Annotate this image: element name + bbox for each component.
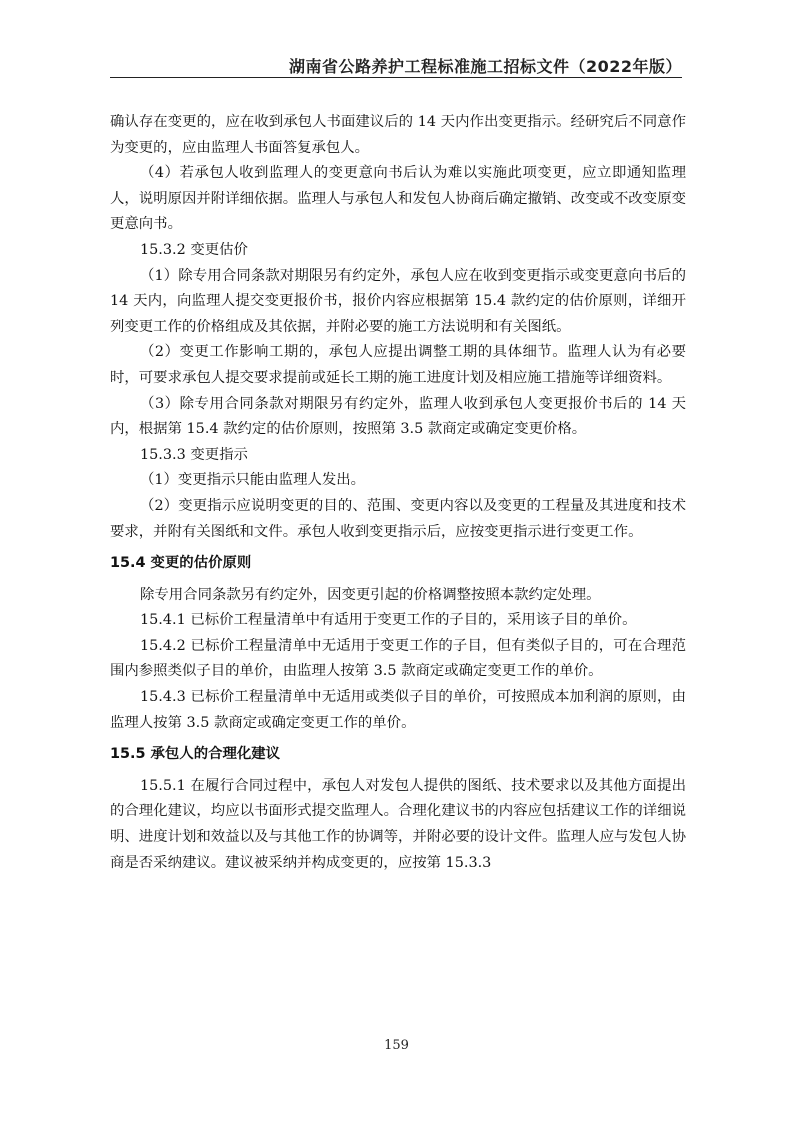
paragraph-continued: 确认存在变更的，应在收到承包人书面建议后的 14 天内作出变更指示。经研究后不同意作为变更的，应由监理人书面答复承包人。 bbox=[110, 114, 686, 156]
header-rule bbox=[110, 77, 682, 78]
paragraph-15-3-2-item-3: （3）除专用合同条款对期限另有约定外，监理人收到承包人变更报价书后的 14 天内，根据第 15.4 款约定的估价原则，按照第 3.5 款商定或确定变更价格。 bbox=[110, 395, 686, 438]
section-heading-15-4: 15.4 变更的估价原则 bbox=[110, 555, 252, 572]
paragraph-15-4-intro: 除专用合同条款另有约定外，因变更引起的价格调整按照本款约定处理。 bbox=[140, 586, 601, 603]
paragraph-15-3-3-item-1: （1）变更指示只能由监理人发出。 bbox=[140, 472, 366, 489]
paragraph-15-4-3: 15.4.3 已标价工程量清单中无适用或类似子目的单价，可按照成本加利润的原则，由监理人按第 3.5 款商定或确定变更工作的单价。 bbox=[110, 689, 686, 731]
section-heading-15-5: 15.5 承包人的合理化建议 bbox=[110, 746, 281, 763]
paragraph-15-3-2-item-1: （1）除专用合同条款对期限另有约定外，承包人应在收到变更指示或变更意向书后的 14 天内，向监理人提交变更报价书，报价内容应根据第 15.4 款约定的估价原则，详细开列变更工作的价格组成及其依据，并附必要的施工方法说明和有关图纸。 bbox=[110, 267, 686, 335]
paragraph-item-4: （4）若承包人收到监理人的变更意向书后认为难以实施此项变更，应立即通知监理人，说明原因并附详细依据。监理人与承包人和发包人协商后确定撤销、改变或不改变原变更意向书。 bbox=[110, 165, 686, 233]
paragraph-15-3-3-item-2: （2）变更指示应说明变更的目的、范围、变更内容以及变更的工程量及其进度和技术要求，并附有关图纸和文件。承包人收到变更指示后，应按变更指示进行变更工作。 bbox=[110, 497, 686, 540]
paragraph-15-3-2-item-2: （2）变更工作影响工期的，承包人应提出调整工期的具体细节。监理人认为有必要时，可要求承包人提交要求提前或延长工期的施工进度计划及相应施工措施等详细资料。 bbox=[110, 344, 686, 386]
subsection-heading-15-3-2: 15.3.2 变更估价 bbox=[140, 241, 248, 258]
paragraph-15-4-1: 15.4.1 已标价工程量清单中有适用于变更工作的子目的，采用该子目的单价。 bbox=[140, 612, 637, 629]
subsection-heading-15-3-3: 15.3.3 变更指示 bbox=[140, 446, 248, 463]
page-number: 159 bbox=[384, 1038, 409, 1053]
page-body bbox=[110, 110, 686, 876]
paragraph-15-5-1: 15.5.1 在履行合同过程中，承包人对发包人提供的图纸、技术要求以及其他方面提出的合理化建议，均应以书面形式提交监理人。合理化建议书的内容应包括建议工作的详细说明、进度计划和效益以及与其他工作的协调等，并附必要的设计文件。监理人应与发包人协商是否采纳建议。建议被采纳并构成变更的，应按第 15.3.3 bbox=[110, 777, 686, 871]
running-header: 湖南省公路养护工程标准施工招标文件（2022年版） bbox=[288, 57, 682, 76]
paragraph-15-4-2: 15.4.2 已标价工程量清单中无适用于变更工作的子目，但有类似子目的，可在合理范围内参照类似子目的单价，由监理人按第 3.5 款商定或确定变更工作的单价。 bbox=[110, 637, 686, 680]
